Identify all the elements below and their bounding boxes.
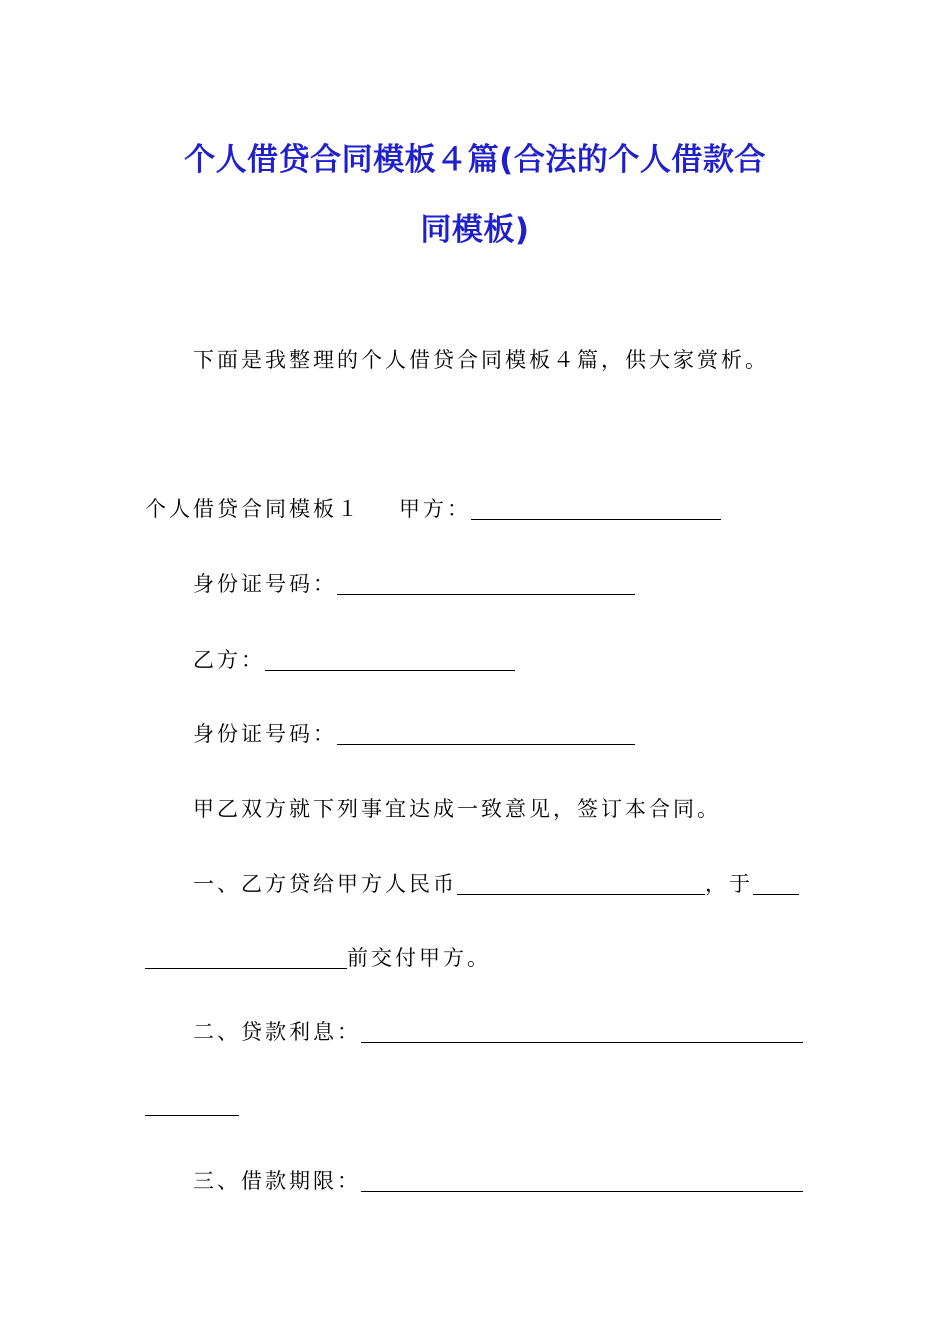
clause-2-line1 bbox=[193, 1017, 803, 1047]
party-a-label: 甲方： bbox=[399, 497, 471, 521]
loan-amount-blank bbox=[457, 872, 705, 895]
clause-3-line1 bbox=[193, 1166, 803, 1196]
clause-3-label: 三、借款期限： bbox=[193, 1169, 361, 1193]
clause-1-date-label: ，于 bbox=[705, 872, 753, 896]
clause-2-label: 二、贷款利息： bbox=[193, 1020, 361, 1044]
party-a-blank bbox=[471, 497, 721, 520]
party-b-id-label: 身份证号码： bbox=[193, 722, 337, 746]
interest-blank-start bbox=[361, 1020, 803, 1043]
clause-1-line2 bbox=[145, 943, 491, 973]
section-heading: 个人借贷合同模板１ bbox=[145, 497, 361, 521]
delivery-date-blank-end bbox=[145, 946, 347, 969]
clause-1-line1 bbox=[193, 869, 799, 899]
party-a-row bbox=[145, 494, 721, 524]
intro-paragraph: 下面是我整理的个人借贷合同模板４篇，供大家赏析。 bbox=[193, 348, 769, 372]
party-a-id-row bbox=[193, 569, 635, 599]
party-b-blank bbox=[265, 648, 515, 671]
agreement-paragraph: 甲乙双方就下列事宜达成一致意见，签订本合同。 bbox=[193, 797, 721, 821]
party-a-id-blank bbox=[337, 572, 635, 595]
clause-1-text: 一、乙方贷给甲方人民币 bbox=[193, 872, 457, 896]
document-title-line2: 同模板) bbox=[420, 212, 530, 248]
party-a-id-label: 身份证号码： bbox=[193, 572, 337, 596]
delivery-date-blank-start bbox=[753, 872, 799, 895]
party-b-id-row bbox=[193, 719, 635, 749]
party-b-row bbox=[193, 645, 515, 675]
clause-1-delivery-text: 前交付甲方。 bbox=[347, 946, 491, 970]
document-title-line1: 个人借贷合同模板４篇(合法的个人借款合 bbox=[184, 142, 766, 178]
party-b-id-blank bbox=[337, 722, 635, 745]
interest-blank-end bbox=[145, 1114, 239, 1116]
party-b-label: 乙方： bbox=[193, 648, 265, 672]
loan-term-blank bbox=[361, 1169, 803, 1192]
